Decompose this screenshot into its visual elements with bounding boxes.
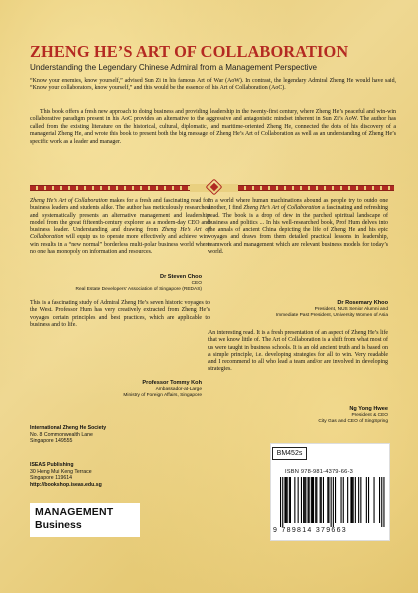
barcode-bar (287, 477, 288, 523)
blurb-paragraph-1: “Know your enemies, know yourself,” advised Sun Zi in his famous Art of War (AoW). In contrast, the legendary Admiral Zheng He would have said, “Know your collaborators, know yourself,” and this would be the essence of his Art of Collaboration (AoC). (30, 78, 396, 92)
reviewer-name: Ng Yong Hwee (349, 406, 388, 412)
book-subtitle: Understanding the Legendary Chinese Admiral from a Management Perspective (30, 63, 318, 72)
barcode-bar (313, 477, 314, 523)
barcode-bar (366, 477, 367, 523)
barcode-icon (280, 477, 388, 527)
barcode-digits: 9 789814 379663 (273, 527, 347, 534)
reviewer-name: Dr Rosemary Khoo (337, 300, 388, 306)
category-primary: MANAGEMENT (35, 506, 114, 518)
publisher-name: ISEAS Publishing (30, 462, 74, 468)
review-title-italic: Zheng He’s Art of Collaboration (30, 198, 108, 204)
barcode-bar (280, 477, 281, 527)
publisher-iseas (30, 462, 102, 488)
reviewer-name: Dr Steven Choo (160, 274, 202, 280)
reviewer-role: City Gas and CEO of SingSpring (318, 419, 388, 424)
barcode-bar (294, 477, 295, 523)
barcode-bar (323, 477, 324, 523)
barcode-bar (347, 477, 348, 523)
barcode-bar (355, 477, 356, 523)
barcode-bar (290, 477, 291, 523)
review-text: makes for a fresh and fascinating read for business leaders and students alike. The author has meticulously researched and systematically presents an alternative management and leadership model from the great fifteenth-century explorer as a modern-day CEO and business leader. Understanding and drawing from (30, 198, 210, 234)
publisher-name: International Zheng He Society (30, 425, 107, 431)
reviewer-signature (30, 380, 202, 399)
review-text: will equip us to operate more effectively and achieve win-win results in a “new normal” borderless multi-polar business world where no one has monopoly on information and resources. (30, 234, 210, 256)
barcode-bar (304, 477, 305, 523)
barcode-bar (289, 477, 290, 523)
reviewer-signature (30, 274, 202, 293)
barcode-bar (352, 477, 353, 523)
reviewer-role: President & CEO (351, 413, 388, 418)
barcode-bar (286, 477, 287, 523)
publisher-address-line: Singapore 119614 (30, 475, 73, 482)
publisher-zheng-he-society (30, 425, 106, 445)
barcode-bar (333, 477, 334, 527)
publisher-address-line: No. 8 Commonwealth Lane (30, 431, 93, 438)
reviewer-role: Real Estate Developers’ Association of Singapore (REDAS) (75, 287, 202, 292)
barcode-bar (335, 477, 336, 523)
reviewer-signature (208, 406, 388, 425)
barcode-bar (350, 477, 351, 523)
blurb-paragraph-2: This book offers a fresh new approach to doing business and providing leadership in the twenty-first century, where Zheng He’s peaceful and win-win collaborative paradigm present in his AoC provides an alternative to the aggressive and antagonistic mindset inherent in Sun Zi’s AoW. The author has called from the existing literature on the historical, cultural, diplomatic, and maritime-oriented Zheng He, connected the dots of his discovery of a managerial Zheng He, and wrote this book to present both the big message of Zheng He’s Art of Collaboration as well as an understanding of Zheng He’s specific work as a leader and manager. (30, 109, 396, 145)
barcode-bar (360, 477, 361, 523)
barcode-bar (284, 477, 285, 523)
barcode-bar (301, 477, 302, 523)
review-choo (30, 198, 210, 256)
barcode-bar (308, 477, 309, 523)
barcode-bar (303, 477, 304, 523)
reviewer-role: President, NUS Senior Alumni and (314, 307, 388, 312)
reviewer-role: Immediate Past President, University Women of Asia (275, 313, 388, 318)
barcode-bar (311, 477, 312, 523)
review-title-italic: Zheng He’s Art of Collaboration (30, 227, 210, 241)
barcode-bar (381, 477, 382, 527)
review-title-italic: Zheng He’s Art of Collaboration (243, 205, 321, 212)
publisher-address-line: Singapore 149555 (30, 438, 73, 445)
barcode-bar (358, 477, 359, 523)
barcode-bar (374, 477, 375, 523)
barcode-bar (343, 477, 344, 523)
barcode-bar (316, 477, 317, 523)
barcode-bar (320, 477, 321, 523)
barcode-bar (328, 477, 329, 523)
publisher-url: http://bookshop.iseas.edu.sg (30, 481, 102, 488)
barcode-bar (331, 477, 332, 527)
barcode-bar (298, 477, 299, 523)
book-code: BM452s (272, 447, 307, 460)
isbn-text: ISBN 978-981-4379-66-3 (285, 469, 353, 475)
barcode-bar (309, 477, 310, 523)
barcode-bar (341, 477, 342, 523)
publisher-address-line: 30 Heng Mui Keng Terrace (30, 468, 92, 475)
barcode-bar (305, 477, 306, 523)
review-text: a fascinating and refreshing read. The book is a drop of dew in the parched spiritual landscape of business and politics ... In his well-researched book, Prof Hum delves into the annals of ancient China depicting the life of Zheng He and his epic voyages and draws from them detailed practical lessons in leadership, teamwork and management which are relevant business models for today’s world. (208, 205, 388, 256)
barcode-bar (312, 477, 313, 523)
barcode-bar (383, 477, 384, 527)
book-title: ZHENG HE’S ART OF COLLABORATION (30, 42, 349, 61)
reviewer-signature (208, 300, 388, 319)
reviewer-role: Ministry of Foreign Affairs, Singapore (123, 393, 202, 398)
review-khoo (208, 198, 388, 256)
barcode-bar (353, 477, 354, 523)
reviewer-role: Ambassador-at-Large (155, 387, 202, 392)
barcode-bar (282, 477, 283, 527)
review-ng: An interesting read. It is a fresh presentation of an aspect of Zheng He’s life that we know little of. The Art of Collaboration is a shift from what most of us were taught in business schools. It is an old ancient truth and is based on a simple principle, i.e. developing strategies for all to win. Very readable and I recommend to all who lead a team and/or are involved in developing strategies. (208, 330, 388, 373)
barcode-bar (368, 477, 369, 523)
barcode-bar (327, 477, 328, 523)
review-text: In a world where human machinations abound as people try to outdo one another, I find (208, 198, 388, 212)
reviewer-name: Professor Tommy Koh (142, 380, 202, 386)
barcode-bar (321, 477, 322, 523)
reviewer-role: CEO (191, 281, 202, 286)
barcode-bar (379, 477, 380, 523)
barcode-bar (315, 477, 316, 523)
category-label (30, 503, 140, 537)
category-secondary: Business (35, 519, 82, 531)
review-koh: This is a fascinating study of Admiral Zheng He’s seven historic voyages to the West. Professor Hum has very creatively extracted from Zheng He’s voyages certain principles and best practices, which are applicable to business and to life. (30, 300, 210, 328)
